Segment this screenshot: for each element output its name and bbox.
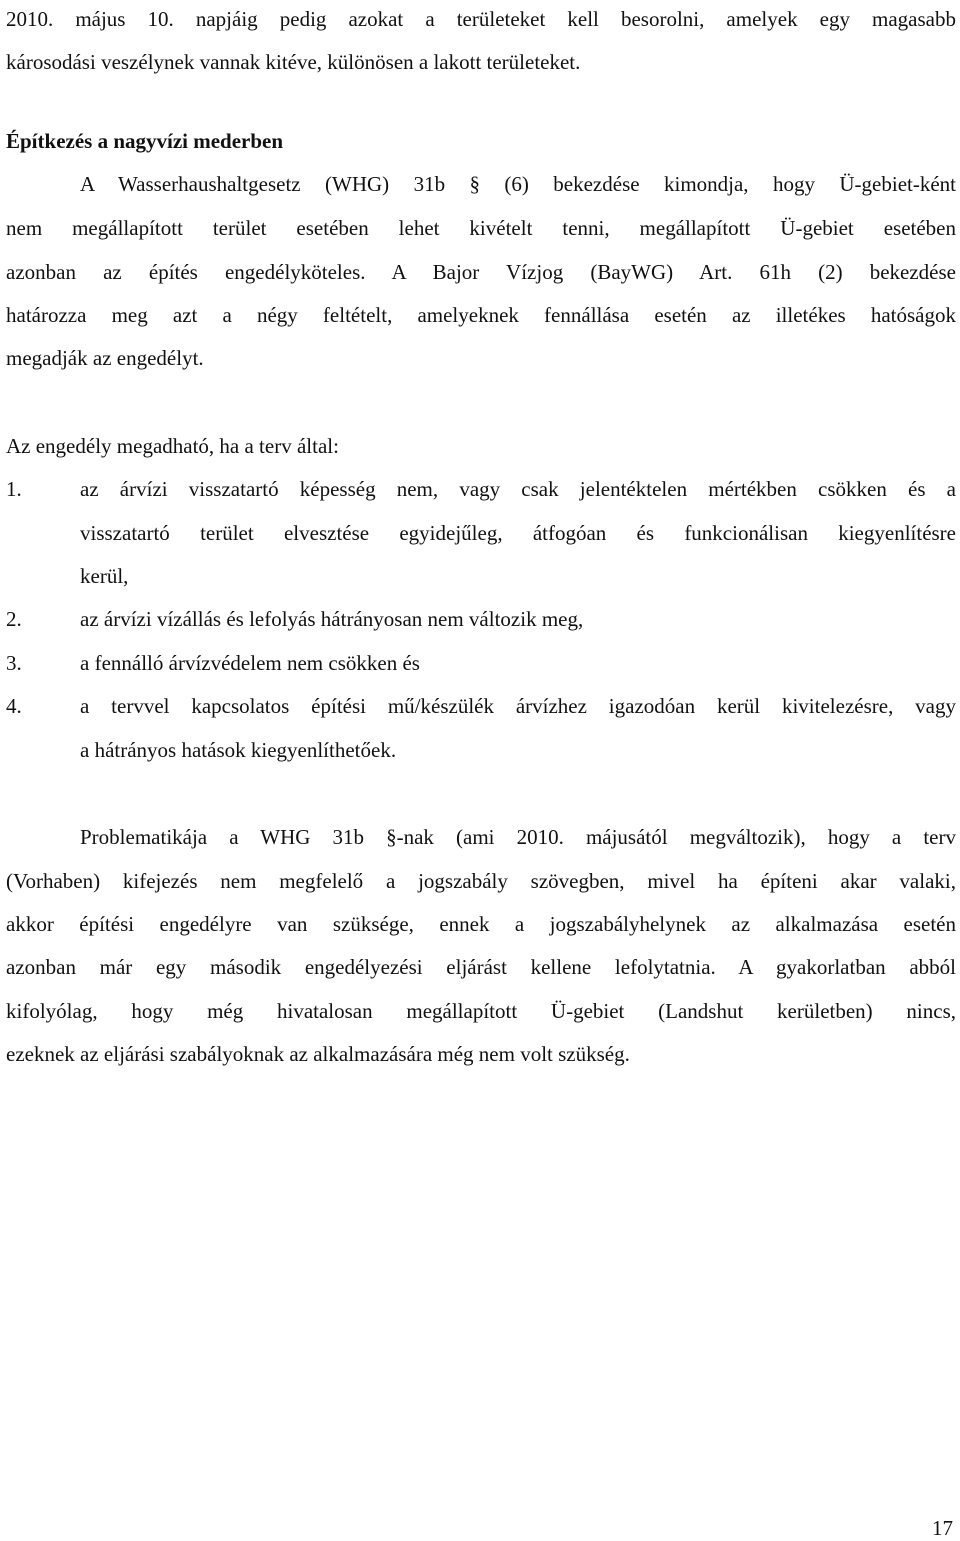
paragraph-line: megadják az engedélyt.	[6, 346, 204, 370]
list-item-number: 2.	[6, 607, 22, 631]
page-number: 17	[932, 1516, 953, 1540]
problem-line: (Vorhaben) kifejezés nem megfelelő a jogszabály szövegben, mivel ha építeni akar valaki,	[6, 869, 956, 893]
problem-line: akkor építési engedélyre van szüksége, ennek a jogszabályhelynek az alkalmazása esetén	[6, 912, 956, 936]
list-item-line: a hátrányos hatások kiegyenlíthetőek.	[80, 738, 397, 762]
list-item-line: a fennálló árvízvédelem nem csökken és	[80, 651, 420, 675]
problem-line: ezeknek az eljárási szabályoknak az alkalmazására még nem volt szükség.	[6, 1042, 630, 1066]
intro-line-2: károsodási veszélynek vannak kitéve, különösen a lakott területeket.	[6, 50, 581, 74]
problem-line: Problematikája a WHG 31b §-nak (ami 2010. májusától megváltozik), hogy a terv	[80, 825, 956, 849]
problem-line: kifolyólag, hogy még hivatalosan megállapított Ü-gebiet (Landshut kerületben) nincs,	[6, 999, 956, 1023]
list-item-number: 1.	[6, 477, 22, 501]
list-item-number: 3.	[6, 651, 22, 675]
list-item-number: 4.	[6, 694, 22, 718]
problem-line: azonban már egy második engedélyezési eljárást kellene lefolytatnia. A gyakorlatban abból	[6, 955, 956, 979]
list-item-line: visszatartó terület elvesztése egyidejűleg, átfogóan és funkcionálisan kiegyenlítésre	[80, 521, 956, 545]
list-item-line: az árvízi visszatartó képesség nem, vagy csak jelentéktelen mértékben csökken és a	[80, 477, 956, 501]
list-item-line: az árvízi vízállás és lefolyás hátrányosan nem változik meg,	[80, 607, 584, 631]
paragraph-line: azonban az építés engedélyköteles. A Bajor Vízjog (BayWG) Art. 61h (2) bekezdése	[6, 260, 956, 284]
intro-line-1: 2010. május 10. napjáig pedig azokat a területeket kell besorolni, amelyek egy magasabb	[6, 7, 956, 31]
list-item-line: a tervvel kapcsolatos építési mű/készülék árvízhez igazodóan kerül kivitelezésre, vagy	[80, 694, 956, 718]
paragraph-line: A Wasserhaushaltgesetz (WHG) 31b § (6) bekezdése kimondja, hogy Ü-gebiet-ként	[80, 172, 956, 196]
paragraph-line: határozza meg azt a négy feltételt, amelyeknek fennállása esetén az illetékes hatóságok	[6, 303, 956, 327]
paragraph-line: nem megállapított terület esetében lehet kivételt tenni, megállapított Ü-gebiet esetében	[6, 216, 956, 240]
list-item-line: kerül,	[80, 564, 129, 588]
conditions-intro: Az engedély megadható, ha a terv által:	[6, 434, 339, 458]
section-heading: Építkezés a nagyvízi mederben	[6, 129, 284, 153]
